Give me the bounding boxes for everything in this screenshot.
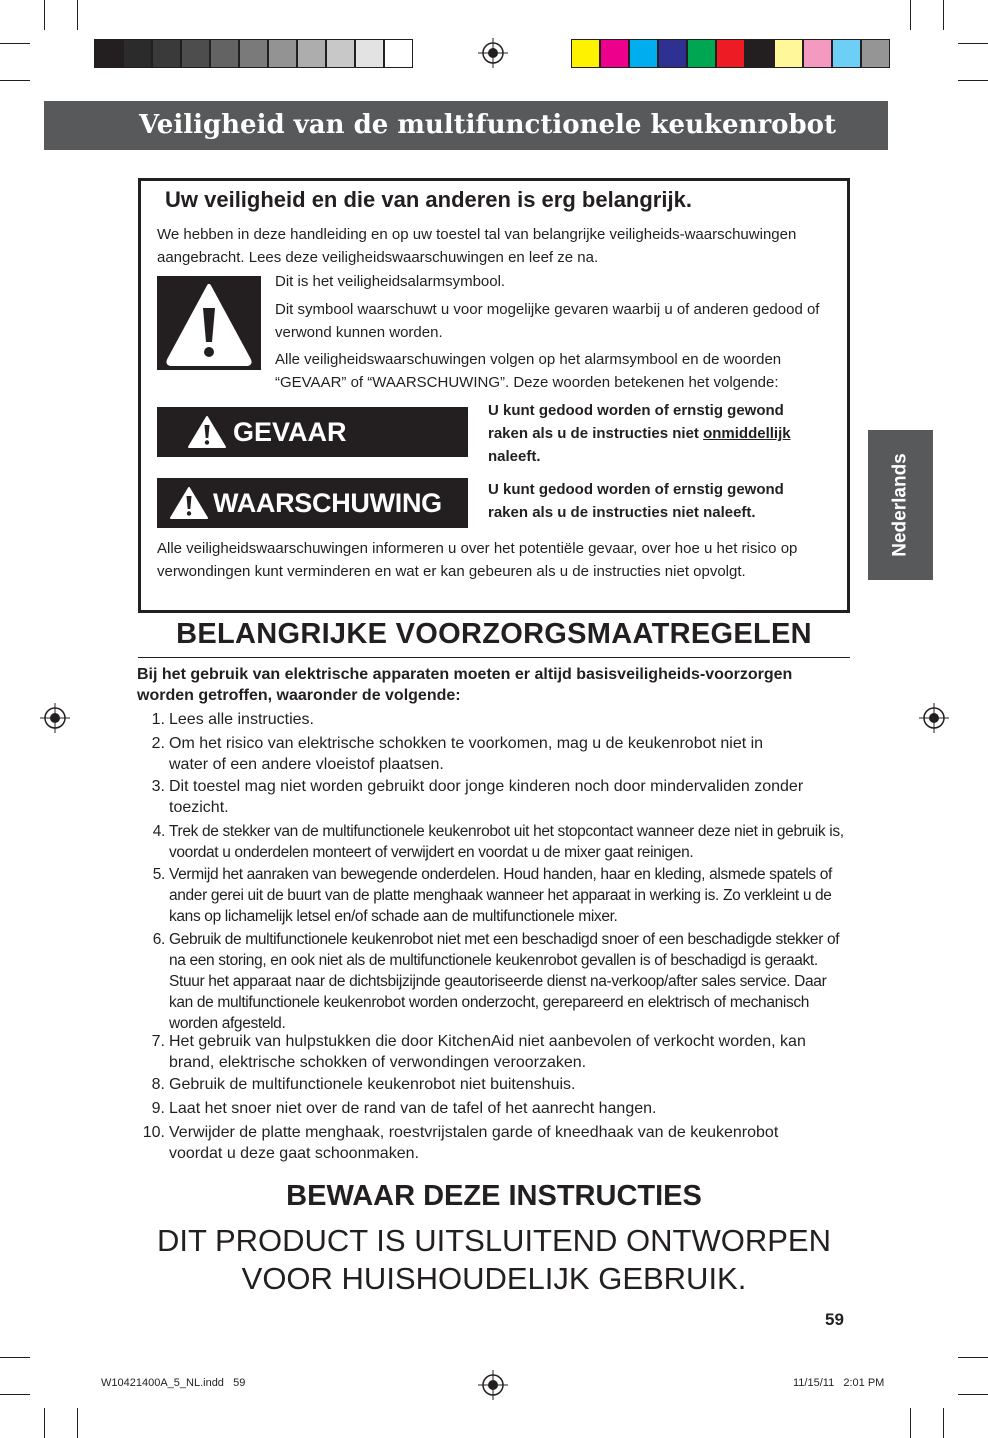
warning-triangle-icon bbox=[169, 486, 209, 520]
registration-mark-icon bbox=[478, 38, 508, 68]
item-number: 9. bbox=[151, 1100, 165, 1117]
alert-line: Dit symbool waarschuwt u voor mogelijke gevaren waarbij u of anderen gedood of verwond kunnen worden. bbox=[275, 301, 820, 341]
color-swatch bbox=[861, 39, 890, 68]
item-text: Om het risico van elektrische schokken te voorkomen, mag u de keukenrobot niet in water of een andere vloeistof plaatsen. bbox=[169, 735, 764, 773]
item-text: Vermijd het aanraken van bewegende onderdelen. Houd handen, haar en kleding, alsmede spatels of ander gerei uit de buurt van de platte menghaak wanneer het apparaat in werking is. Zo verkleint u de kans op lichamelijk letsel en/of schade aan de multifunctionele mixer. bbox=[169, 866, 833, 925]
item-text: Trek de stekker van de multifunctionele keukenrobot uit het stopcontact wanneer deze niet in gebruik is, voordat u onderdelen monteert of verwijdert en voordat u de mixer gaat reinigen. bbox=[169, 823, 844, 861]
danger-description bbox=[488, 399, 798, 468]
color-swatch bbox=[774, 39, 803, 68]
color-swatch bbox=[326, 39, 355, 68]
color-swatch bbox=[803, 39, 832, 68]
color-swatch bbox=[384, 39, 413, 68]
color-swatch bbox=[658, 39, 687, 68]
slug-date: 11/15/11 2:01 PM bbox=[793, 1377, 885, 1389]
safety-outro: Alle veiligheidswaarschuwingen informeren u over het potentiële gevaar, over hoe u het risico op verwondingen kunt verminderen en wat er kan gebeuren als u de instructies niet opvolgt. bbox=[157, 540, 798, 580]
warning-triangle-icon bbox=[157, 276, 261, 370]
color-swatch bbox=[152, 39, 181, 68]
alert-line: Alle veiligheidswaarschuwingen volgen op het alarmsymbool en de woorden “GEVAAR” of “WAARSCHUWING”. Deze woorden betekenen het volgende: bbox=[275, 351, 782, 391]
danger-text-emphasis: onmiddellijk bbox=[703, 425, 791, 442]
item-number: 10. bbox=[142, 1124, 165, 1141]
danger-text-a: U kunt gedood worden of ernstig gewond raken als u de instructies niet bbox=[488, 402, 784, 442]
item-number: 3. bbox=[151, 778, 165, 795]
item-number: 8. bbox=[151, 1076, 165, 1093]
item-text: Het gebruik van hulpstukken die door KitchenAid niet aanbevolen of verkocht worden, kan brand, elektrische schokken of verwondingen veroorzaken. bbox=[169, 1033, 806, 1071]
color-swatch bbox=[181, 39, 210, 68]
item-number: 4. bbox=[152, 823, 165, 840]
danger-banner bbox=[157, 407, 468, 457]
color-swatch bbox=[123, 39, 152, 68]
slug-filename: W10421400A_5_NL.indd 59 bbox=[101, 1377, 246, 1389]
safety-alert-symbol bbox=[157, 276, 261, 370]
page-title: Veiligheid van de multifunctionele keukenrobot bbox=[44, 101, 888, 150]
language-tab bbox=[868, 430, 933, 580]
color-swatch bbox=[600, 39, 629, 68]
color-swatch bbox=[629, 39, 658, 68]
color-swatch bbox=[239, 39, 268, 68]
registration-mark-icon bbox=[919, 703, 949, 733]
color-swatch bbox=[745, 39, 774, 68]
item-number: 7. bbox=[151, 1033, 165, 1050]
safety-intro: We hebben in deze handleiding en op uw toestel tal van belangrijke veiligheids-waarschuwingen aangebracht. Lees deze veiligheidswaarschuwingen en leef ze na. bbox=[157, 226, 797, 266]
registration-mark-icon bbox=[478, 1370, 508, 1400]
warning-triangle-icon bbox=[187, 415, 227, 449]
keep-instructions-title: BEWAAR DEZE INSTRUCTIES bbox=[286, 1180, 702, 1212]
warning-description: U kunt gedood worden of ernstig gewond raken als u de instructies niet naleeft. bbox=[488, 481, 784, 521]
color-swatch bbox=[832, 39, 861, 68]
precautions-intro: Bij het gebruik van elektrische apparaten moeten er altijd basisveiligheids-voorzorgen worden getroffen, waaronder de volgende: bbox=[137, 666, 793, 704]
danger-text-b: naleeft. bbox=[488, 448, 541, 465]
warning-label: WAARSCHUWING bbox=[213, 487, 442, 518]
item-text: Gebruik de multifunctionele keukenrobot niet buitenshuis. bbox=[169, 1076, 576, 1093]
color-swatch bbox=[268, 39, 297, 68]
danger-label: GEVAAR bbox=[233, 416, 347, 447]
item-number: 2. bbox=[151, 735, 165, 752]
item-text: Gebruik de multifunctionele keukenrobot niet met een beschadigd snoer of een beschadigde stekker of na een storing, en ook niet als de multifunctionele keukenrobot gevallen is of beschadigd is geraakt. Stuur het apparaat naar de dichtsbijzijnde geautoriseerde dienst na-verkoop/after sales service. Daar kan de multifunctionele keukenrobot worden onderzocht, gerepareerd en elektrisch of mechanisch worden afgesteld. bbox=[169, 931, 840, 1032]
item-number: 5. bbox=[152, 866, 165, 883]
color-swatch bbox=[210, 39, 239, 68]
alert-line: Dit is het veiligheidsalarmsymbool. bbox=[275, 273, 506, 290]
item-number: 1. bbox=[151, 711, 165, 728]
registration-mark-icon bbox=[40, 703, 70, 733]
item-text: Dit toestel mag niet worden gebruikt door jonge kinderen noch door mindervaliden zonder toezicht. bbox=[169, 778, 804, 816]
color-swatch bbox=[687, 39, 716, 68]
title-divider bbox=[138, 657, 850, 658]
item-text: Lees alle instructies. bbox=[169, 711, 314, 728]
household-use-notice: DIT PRODUCT IS UITSLUITEND ONTWORPEN VOOR HUISHOUDELIJK GEBRUIK. bbox=[156, 1223, 831, 1296]
safety-heading: Uw veiligheid en die van anderen is erg belangrijk. bbox=[165, 187, 692, 212]
language-tab-label: Nederlands bbox=[889, 453, 911, 557]
warning-banner bbox=[157, 478, 468, 528]
color-swatch bbox=[716, 39, 745, 68]
color-swatch bbox=[355, 39, 384, 68]
color-swatch bbox=[571, 39, 600, 68]
item-number: 6. bbox=[152, 931, 165, 948]
precautions-title: BELANGRIJKE VOORZORGSMAATREGELEN bbox=[176, 618, 812, 650]
item-text: Verwijder de platte menghaak, roestvrijstalen garde of kneedhaak van de keukenrobot voordat u deze gaat schoonmaken. bbox=[169, 1124, 779, 1162]
color-swatch bbox=[94, 39, 123, 68]
item-text: Laat het snoer niet over de rand van de tafel of het aanrecht hangen. bbox=[169, 1100, 657, 1117]
color-swatch bbox=[297, 39, 326, 68]
page-number: 59 bbox=[825, 1310, 844, 1329]
